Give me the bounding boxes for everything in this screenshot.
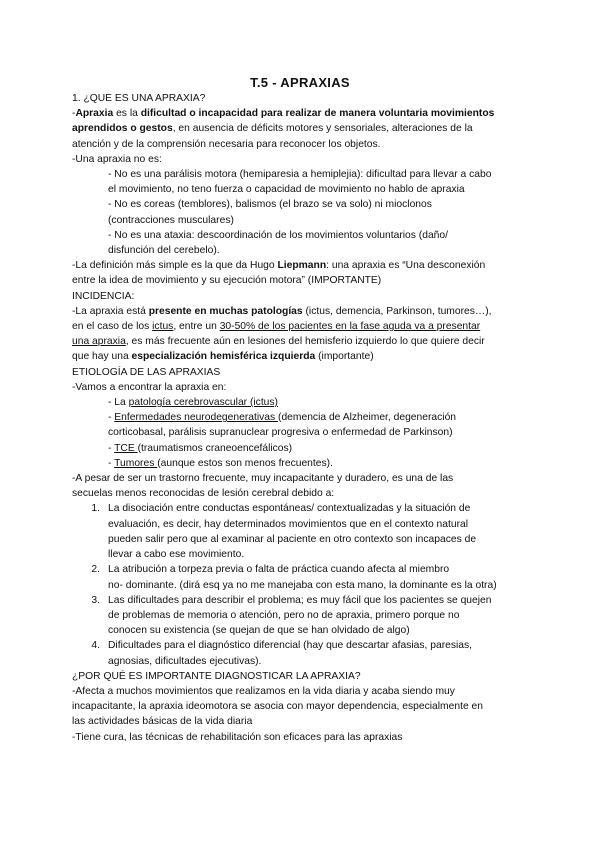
document-body xyxy=(72,91,534,745)
page-title: T.5 - APRAXIAS xyxy=(250,75,350,90)
section-heading-incidence: INCIDENCIA: xyxy=(72,290,135,302)
definition-line-3: atención y de la comprensión necesaria para reconocer los objetos. xyxy=(72,138,381,150)
liepmann-definition-cont: entre la idea de movimiento y su ejecución motora” (IMPORTANTE) xyxy=(72,275,382,287)
etiology-item: - Tumores (aunque estos son menos frecuentes). xyxy=(108,457,333,469)
not-apraxia-item-cont: (contracciones musculares) xyxy=(108,214,234,226)
not-apraxia-item: - No es coreas (temblores), balismos (el brazo se va solo) ni mioclonos xyxy=(108,199,432,211)
numbered-item: 2. La atribución a torpeza previa o falta de práctica cuando afecta al miembro xyxy=(91,564,450,576)
incidence-line-1: -La apraxia está presente en muchas patologías (ictus, demencia, Parkinson, tumores…), xyxy=(72,305,492,317)
not-apraxia-item: - No es una ataxia: descoordinación de los movimientos voluntarios (daño/ xyxy=(108,229,448,241)
underrecognition-para: -A pesar de ser un trastorno frecuente, muy incapacitante y duradero, es una de las xyxy=(72,473,454,485)
etiology-item: - Enfermedades neurodegenerativas (demencia de Alzheimer, degeneración xyxy=(108,412,457,424)
numbered-item-cont: agnosias, dificultades ejecutivas). xyxy=(108,655,262,667)
numbered-item-cont: llevar a cabo ese movimiento. xyxy=(108,549,245,561)
underrecognition-para-cont: secuelas menos reconocidas de lesión cerebral debido a: xyxy=(72,488,335,500)
numbered-item-cont: conocen su existencia (se quejan de que se han olvidado de algo) xyxy=(108,625,410,637)
not-apraxia-item-cont: el movimiento, no teno fuerza o capacidad de movimiento no hablo de apraxia xyxy=(108,184,465,196)
section-heading-importance: ¿POR QUÉ ES IMPORTANTE DIAGNOSTICAR LA APRAXIA? xyxy=(72,670,361,682)
not-apraxia-item-cont: disfunción del cerebelo). xyxy=(108,245,220,257)
importance-para: -Afecta a muchos movimientos que realizamos en la vida diaria y acaba siendo muy xyxy=(72,685,455,697)
not-apraxia-intro: -Una apraxia no es: xyxy=(72,153,162,165)
definition-line-1: -Apraxia es la dificultad o incapacidad para realizar de manera voluntaria movimientos xyxy=(72,108,495,120)
numbered-item-cont: no- dominante. (dirá esq ya no me manejaba con esta mano, la dominante es la otra) xyxy=(108,579,497,591)
etiology-item: - TCE (traumatismos craneoencefálicos) xyxy=(108,442,293,454)
incidence-line-3: una apraxia, es más frecuente aún en lesiones del hemisferio izquierdo lo que quiere decir xyxy=(72,336,485,348)
importance-para-cont: las actividades básicas de la vida diaria xyxy=(72,716,253,728)
etiology-item: - La patología cerebrovascular (ictus) xyxy=(108,397,278,409)
numbered-item: 4. Dificultades para el diagnóstico diferencial (hay que descartar afasias, paresias, xyxy=(91,640,473,652)
treatment-para: -Tiene cura, las técnicas de rehabilitación son eficaces para las apraxias xyxy=(72,731,403,743)
numbered-item: 1. La disociación entre conductas espontáneas/ contextualizadas y la situación de xyxy=(91,503,471,515)
numbered-item: 3. Las dificultades para describir el problema; es muy fácil que los pacientes se quejen xyxy=(91,594,492,606)
section-heading-what-is-apraxia: 1. ¿QUE ES UNA APRAXIA? xyxy=(72,93,206,104)
definition-line-2: aprendidos o gestos, en ausencia de déficits motores y sensoriales, alteraciones de la xyxy=(72,123,473,135)
incidence-line-2: en el caso de los ictus, entre un 30-50% de los pacientes en la fase aguda va a presentar xyxy=(72,321,481,333)
numbered-item-cont: pueden salir pero que al examinar al paciente en otro contexto son incapaces de xyxy=(108,533,477,545)
section-heading-etiology: ETIOLOGÍA DE LAS APRAXIAS xyxy=(72,366,221,378)
etiology-intro: -Vamos a encontrar la apraxia en: xyxy=(72,381,227,393)
numbered-item-cont: evaluación, es decir, hay determinados movimientos que en el contexto natural xyxy=(108,518,469,530)
importance-para-cont: incapacitante, la apraxia ideomotora se asocia con mayor dependencia, especialmente en xyxy=(72,701,483,713)
not-apraxia-item: - No es una parálisis motora (hemiparesia a hemiplejia): dificultad para llevar a cabo xyxy=(108,169,492,181)
numbered-item-cont: de problemas de memoria o atención, pero no de apraxia, primero porque no xyxy=(108,609,460,621)
liepmann-definition: -La definición más simple es la que da Hugo Liepmann: una apraxia es “Una desconexión xyxy=(72,260,486,272)
incidence-line-4: que hay una especialización hemisférica izquierda (importante) xyxy=(72,351,374,363)
etiology-item-cont: corticobasal, parálisis supranuclear progresiva o enfermedad de Parkinson) xyxy=(108,427,453,439)
